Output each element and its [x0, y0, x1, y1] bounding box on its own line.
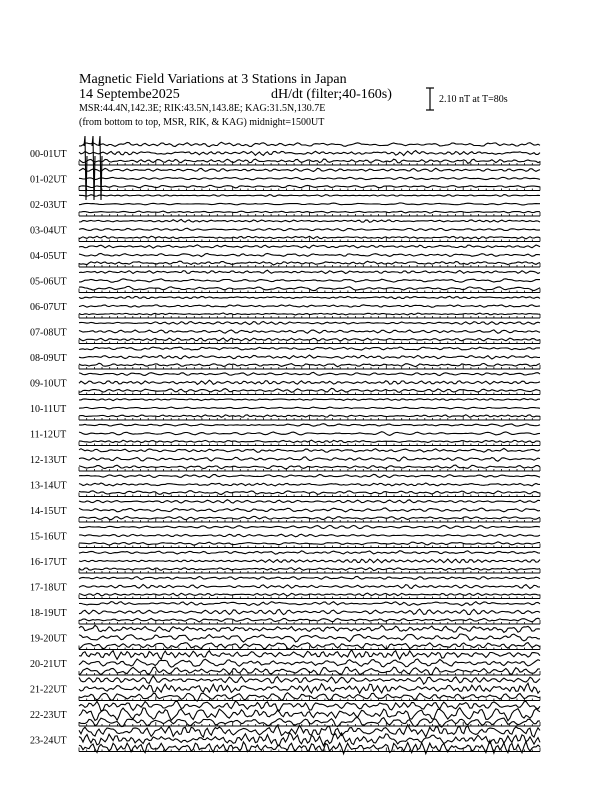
trace-kag [79, 500, 540, 503]
scale-label: 2.10 nT at T=80s [439, 94, 508, 105]
station-coordinates: MSR:44.4N,142.3E; RIK:43.5N,143.8E; KAG:31.5N,130.7E [79, 103, 326, 114]
row-label: 12-13UT [30, 455, 67, 466]
row-label: 14-15UT [30, 506, 67, 517]
trace-rik [79, 634, 540, 642]
hour-row [30, 625, 540, 649]
trace-kag [79, 399, 540, 401]
row-label: 03-04UT [30, 225, 67, 237]
trace-rik [79, 305, 540, 308]
trace-kag [79, 676, 540, 684]
row-label: 10-11UT [30, 404, 67, 415]
row-label: 11-12UT [30, 429, 67, 441]
row-label: 08-09UT [30, 353, 67, 364]
hour-row [30, 448, 540, 471]
trace-kag [79, 602, 540, 606]
chart-quantity: dH/dt (filter;40-160s) [271, 87, 392, 102]
row-label: 19-20UT [30, 633, 67, 645]
trace-kag [79, 168, 540, 171]
trace-rik [79, 559, 540, 563]
trace-kag [79, 245, 540, 248]
scale-bar [426, 88, 434, 110]
trace-rik [79, 203, 540, 205]
hour-row [30, 168, 540, 190]
trace-rik [79, 407, 540, 409]
trace-kag [79, 701, 540, 711]
trace-kag [79, 424, 540, 427]
chart-title: Magnetic Field Variations at 3 Stations in Japan [79, 72, 347, 87]
hour-row [30, 525, 540, 547]
trace-kag [79, 142, 540, 146]
hour-row [30, 474, 540, 496]
trace-kag [79, 650, 540, 660]
trace-kag [79, 219, 540, 222]
trace-rik [79, 151, 540, 156]
trace-rik [79, 228, 540, 231]
trace-rik [79, 380, 540, 384]
hour-row [30, 701, 540, 727]
trace-kag [79, 372, 540, 375]
trace-kag [79, 347, 540, 350]
row-label: 09-10UT [30, 378, 67, 390]
row-label: 05-06UT [30, 276, 67, 288]
hour-row [30, 245, 540, 267]
hour-row [30, 195, 540, 216]
hour-row [30, 322, 540, 344]
row-label: 22-23UT [30, 710, 67, 721]
hour-row [30, 676, 540, 701]
trace-kag [79, 270, 540, 273]
hour-row [30, 500, 540, 522]
trace-kag [79, 474, 540, 477]
trace-rik [79, 585, 540, 589]
trace-rik [79, 457, 540, 461]
station-order-note: (from bottom to top, MSR, RIK, & KAG) midnight=1500UT [79, 117, 325, 128]
hour-row [30, 347, 540, 369]
row-label: 00-01UT [30, 149, 67, 160]
trace-rik [79, 508, 540, 512]
trace-kag [79, 577, 540, 580]
trace-rik [79, 609, 540, 615]
trace-kag [79, 195, 540, 197]
trace-rik [79, 177, 540, 179]
row-label: 17-18UT [30, 582, 67, 594]
trace-rik [79, 483, 540, 486]
hour-row [30, 372, 540, 394]
hour-row [30, 399, 540, 420]
trace-kag [79, 448, 540, 452]
trace-kag [79, 525, 540, 528]
hour-row [30, 725, 540, 754]
hour-row [30, 270, 540, 292]
trace-kag [79, 296, 540, 298]
row-label: 07-08UT [30, 327, 67, 339]
trace-kag [79, 725, 540, 737]
trace-rik [79, 355, 540, 359]
row-label: 06-07UT [30, 302, 67, 313]
hour-row [30, 219, 540, 241]
trace-rik [79, 279, 540, 282]
trace-rik [79, 659, 540, 667]
trace-rik [79, 330, 540, 333]
hour-row [30, 296, 540, 318]
trace-kag [79, 322, 540, 325]
trace-kag [79, 625, 540, 632]
row-label: 01-02UT [30, 174, 67, 186]
row-label: 20-21UT [30, 659, 67, 670]
row-label: 15-16UT [30, 531, 67, 543]
trace-rik [79, 683, 540, 693]
trace-rik [79, 253, 540, 256]
hour-row [30, 602, 540, 624]
chart-date: 14 Septembe2025 [79, 87, 180, 102]
hourly-rows [30, 136, 540, 754]
hour-row [30, 424, 540, 446]
row-label: 21-22UT [30, 684, 67, 696]
row-label: 23-24UT [30, 735, 67, 747]
row-label: 18-19UT [30, 608, 67, 619]
trace-rik [79, 432, 540, 436]
hour-row [30, 551, 540, 573]
trace-kag [79, 551, 540, 555]
row-label: 04-05UT [30, 251, 67, 262]
hour-row [30, 650, 540, 675]
trace-rik [79, 534, 540, 537]
hour-row [30, 577, 540, 599]
row-label: 02-03UT [30, 200, 67, 211]
row-label: 13-14UT [30, 480, 67, 492]
row-label: 16-17UT [30, 557, 67, 568]
